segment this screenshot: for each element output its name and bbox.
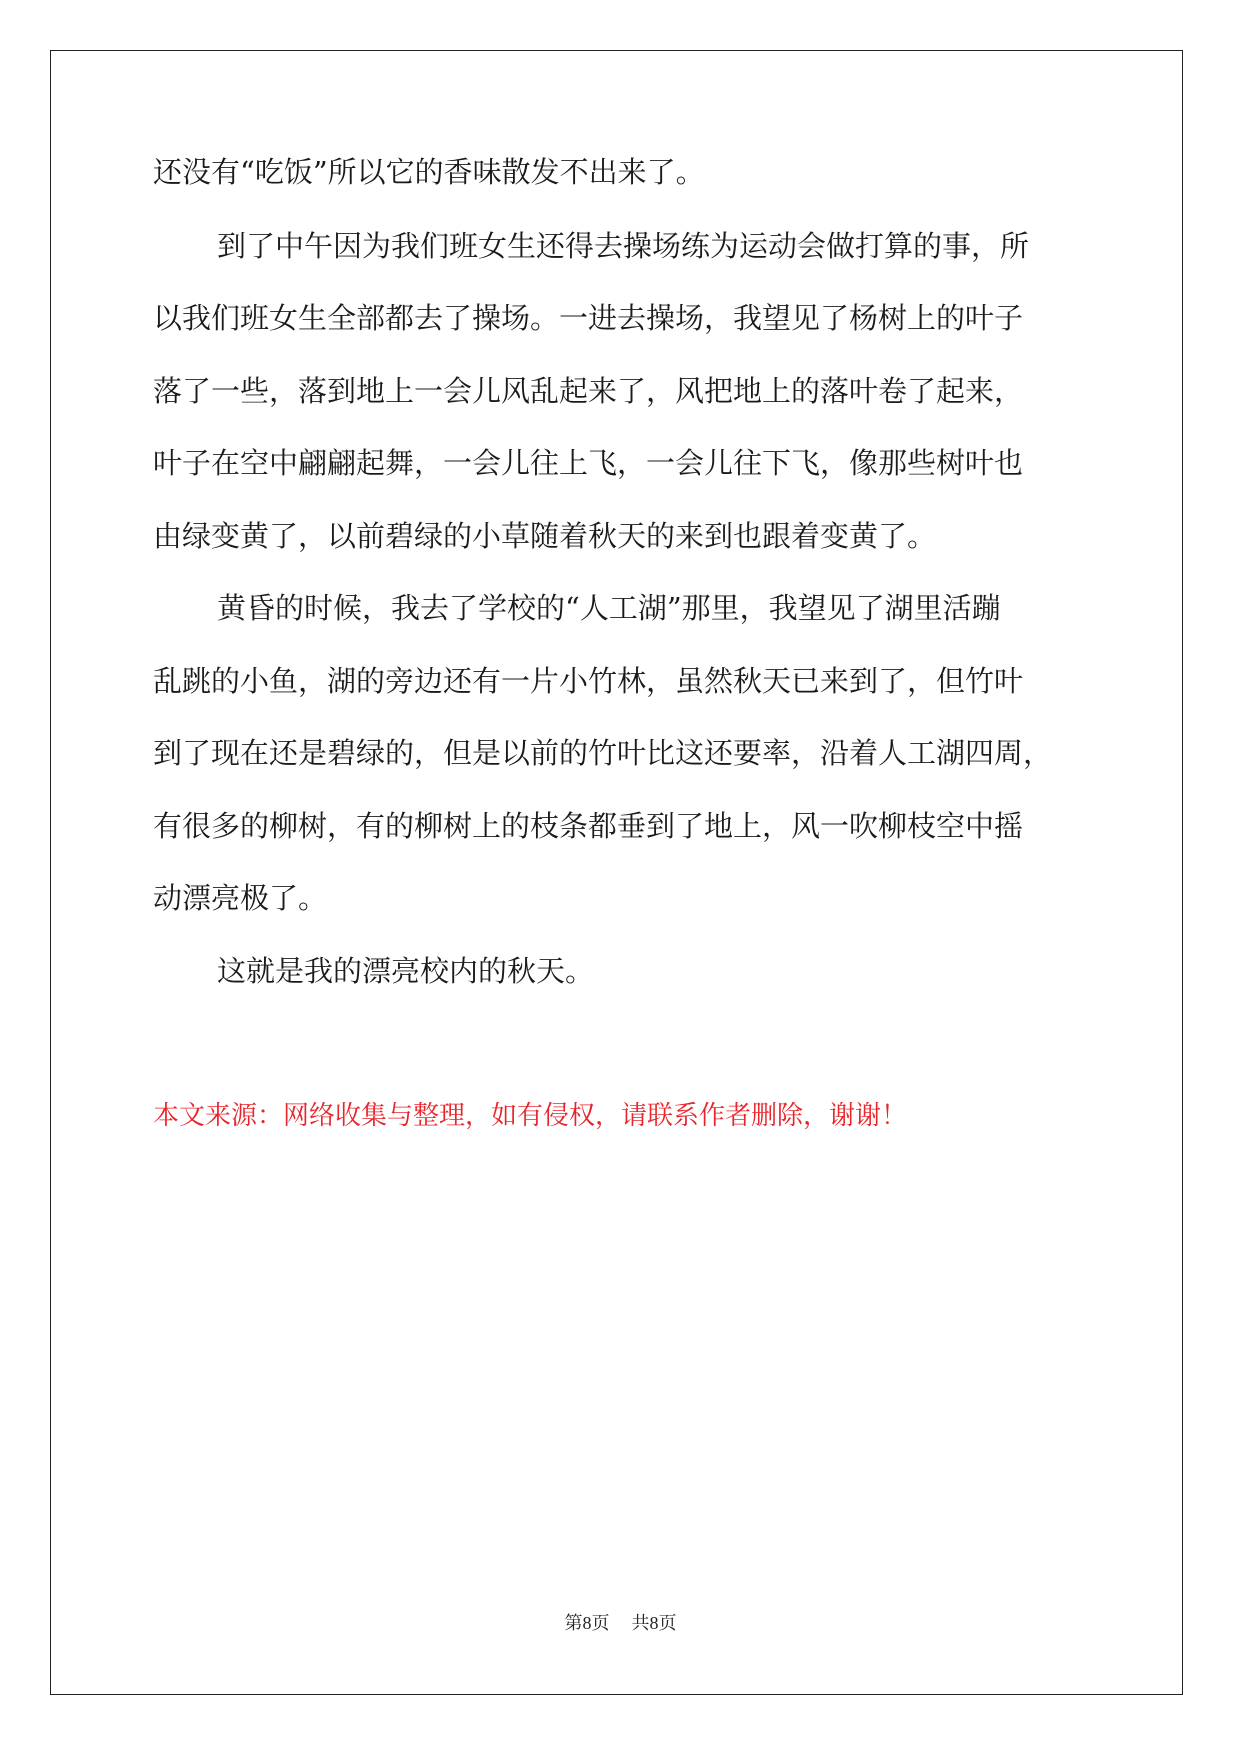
text-line: 叶子在空中翩翩起舞，一会儿往上飞，一会儿往下飞，像那些树叶也 — [153, 446, 1024, 480]
current-page-number: 第8页 — [564, 1613, 610, 1633]
text-line: 以我们班女生全部都去了操场。一进去操场，我望见了杨树上的叶子 — [153, 301, 1024, 335]
text-line: 动漂亮极了。 — [153, 881, 328, 915]
paragraph-first-line: 到了中午因为我们班女生还得去操场练为运动会做打算的事，所 — [217, 229, 1030, 263]
text-line: 到了现在还是碧绿的，但是以前的竹叶比这还要率，沿着人工湖四周， — [153, 736, 1053, 770]
total-pages: 共8页 — [631, 1613, 677, 1633]
page-border — [50, 50, 1183, 1695]
text-line: 有很多的柳树，有的柳树上的枝条都垂到了地上，风一吹柳枝空中摇 — [153, 809, 1024, 843]
page-footer — [0, 1611, 1241, 1635]
paragraph-first-line: 黄昏的时候，我去了学校的“人工湖”那里，我望见了湖里活蹦 — [217, 591, 1001, 625]
text-line: 还没有“吃饭”所以它的香味散发不出来了。 — [153, 155, 705, 189]
text-line: 由绿变黄了，以前碧绿的小草随着秋天的来到也跟着变黄了。 — [153, 519, 937, 553]
source-note: 本文来源：网络收集与整理，如有侵权，请联系作者删除，谢谢！ — [153, 1101, 908, 1131]
text-line: 落了一些，落到地上一会儿风乱起来了，风把地上的落叶卷了起来， — [153, 374, 1024, 408]
paragraph-first-line: 这就是我的漂亮校内的秋天。 — [217, 954, 595, 988]
text-line: 乱跳的小鱼，湖的旁边还有一片小竹林，虽然秋天已来到了，但竹叶 — [153, 664, 1024, 698]
